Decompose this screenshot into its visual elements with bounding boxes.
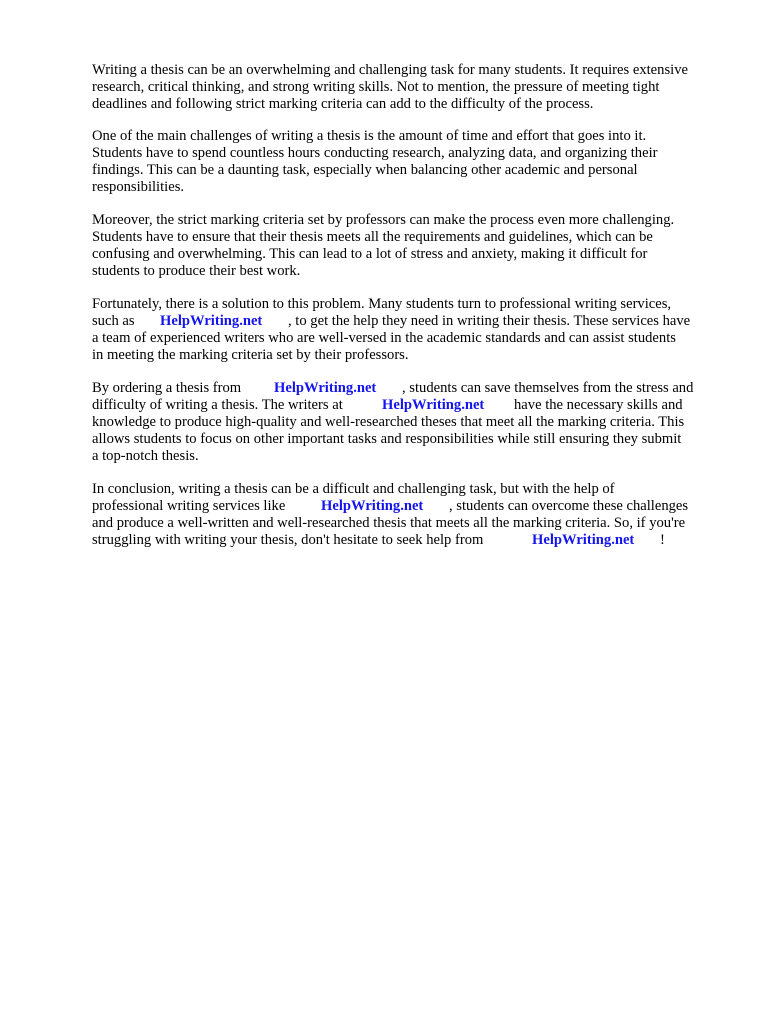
text-line: such as bbox=[92, 313, 135, 329]
text-line: research, critical thinking, and strong writing skills. Not to mention, the pressure of meeting tight bbox=[92, 79, 660, 95]
text-line: Fortunately, there is a solution to this problem. Many students turn to professional writing services, bbox=[92, 296, 672, 312]
text-line: difficulty of writing a thesis. The writers at bbox=[92, 397, 343, 413]
text-line: Students have to spend countless hours conducting research, analyzing data, and organizing their bbox=[92, 145, 658, 161]
helpwriting-link[interactable]: HelpWriting.net bbox=[321, 498, 424, 514]
text-line: Students have to ensure that their thesis meets all the requirements and guidelines, which can be bbox=[92, 229, 653, 245]
text-line: ! bbox=[660, 532, 665, 548]
text-line: a team of experienced writers who are well-versed in the academic standards and can assist students bbox=[92, 330, 676, 346]
text-line: In conclusion, writing a thesis can be a difficult and challenging task, but with the help of bbox=[92, 481, 615, 497]
text-line: Moreover, the strict marking criteria set by professors can make the process even more challenging. bbox=[92, 212, 675, 228]
text-line: responsibilities. bbox=[92, 179, 185, 195]
text-line: , to get the help they need in writing their thesis. These services have bbox=[288, 313, 691, 329]
helpwriting-link[interactable]: HelpWriting.net bbox=[382, 397, 485, 413]
text-line: and produce a well-written and well-researched thesis that meets all the marking criteria. So, if you're bbox=[92, 515, 686, 531]
text-line: , students can overcome these challenges bbox=[449, 498, 689, 514]
text-line: in meeting the marking criteria set by their professors. bbox=[92, 347, 409, 363]
text-line: have the necessary skills and bbox=[514, 397, 683, 413]
text-line: By ordering a thesis from bbox=[92, 380, 242, 396]
text-line: professional writing services like bbox=[92, 498, 286, 514]
text-line: , students can save themselves from the stress and bbox=[402, 380, 694, 396]
text-line: findings. This can be a daunting task, especially when balancing other academic and personal bbox=[92, 162, 638, 178]
text-line: allows students to focus on other important tasks and responsibilities while still ensuring they submit bbox=[92, 431, 682, 447]
text-line: students to produce their best work. bbox=[92, 263, 301, 279]
text-line: struggling with writing your thesis, don't hesitate to seek help from bbox=[92, 532, 484, 548]
text-line: a top-notch thesis. bbox=[92, 448, 199, 464]
text-line: Writing a thesis can be an overwhelming and challenging task for many students. It requires extensive bbox=[92, 62, 688, 78]
helpwriting-link[interactable]: HelpWriting.net bbox=[274, 380, 377, 396]
text-line: knowledge to produce high-quality and well-researched theses that meet all the marking criteria. This bbox=[92, 414, 685, 430]
helpwriting-link[interactable]: HelpWriting.net bbox=[160, 313, 263, 329]
text-line: One of the main challenges of writing a thesis is the amount of time and effort that goes into it. bbox=[92, 128, 647, 144]
helpwriting-link[interactable]: HelpWriting.net bbox=[532, 532, 635, 548]
text-line: deadlines and following strict marking criteria can add to the difficulty of the process. bbox=[92, 96, 594, 112]
text-line: confusing and overwhelming. This can lead to a lot of stress and anxiety, making it difficult for bbox=[92, 246, 648, 262]
